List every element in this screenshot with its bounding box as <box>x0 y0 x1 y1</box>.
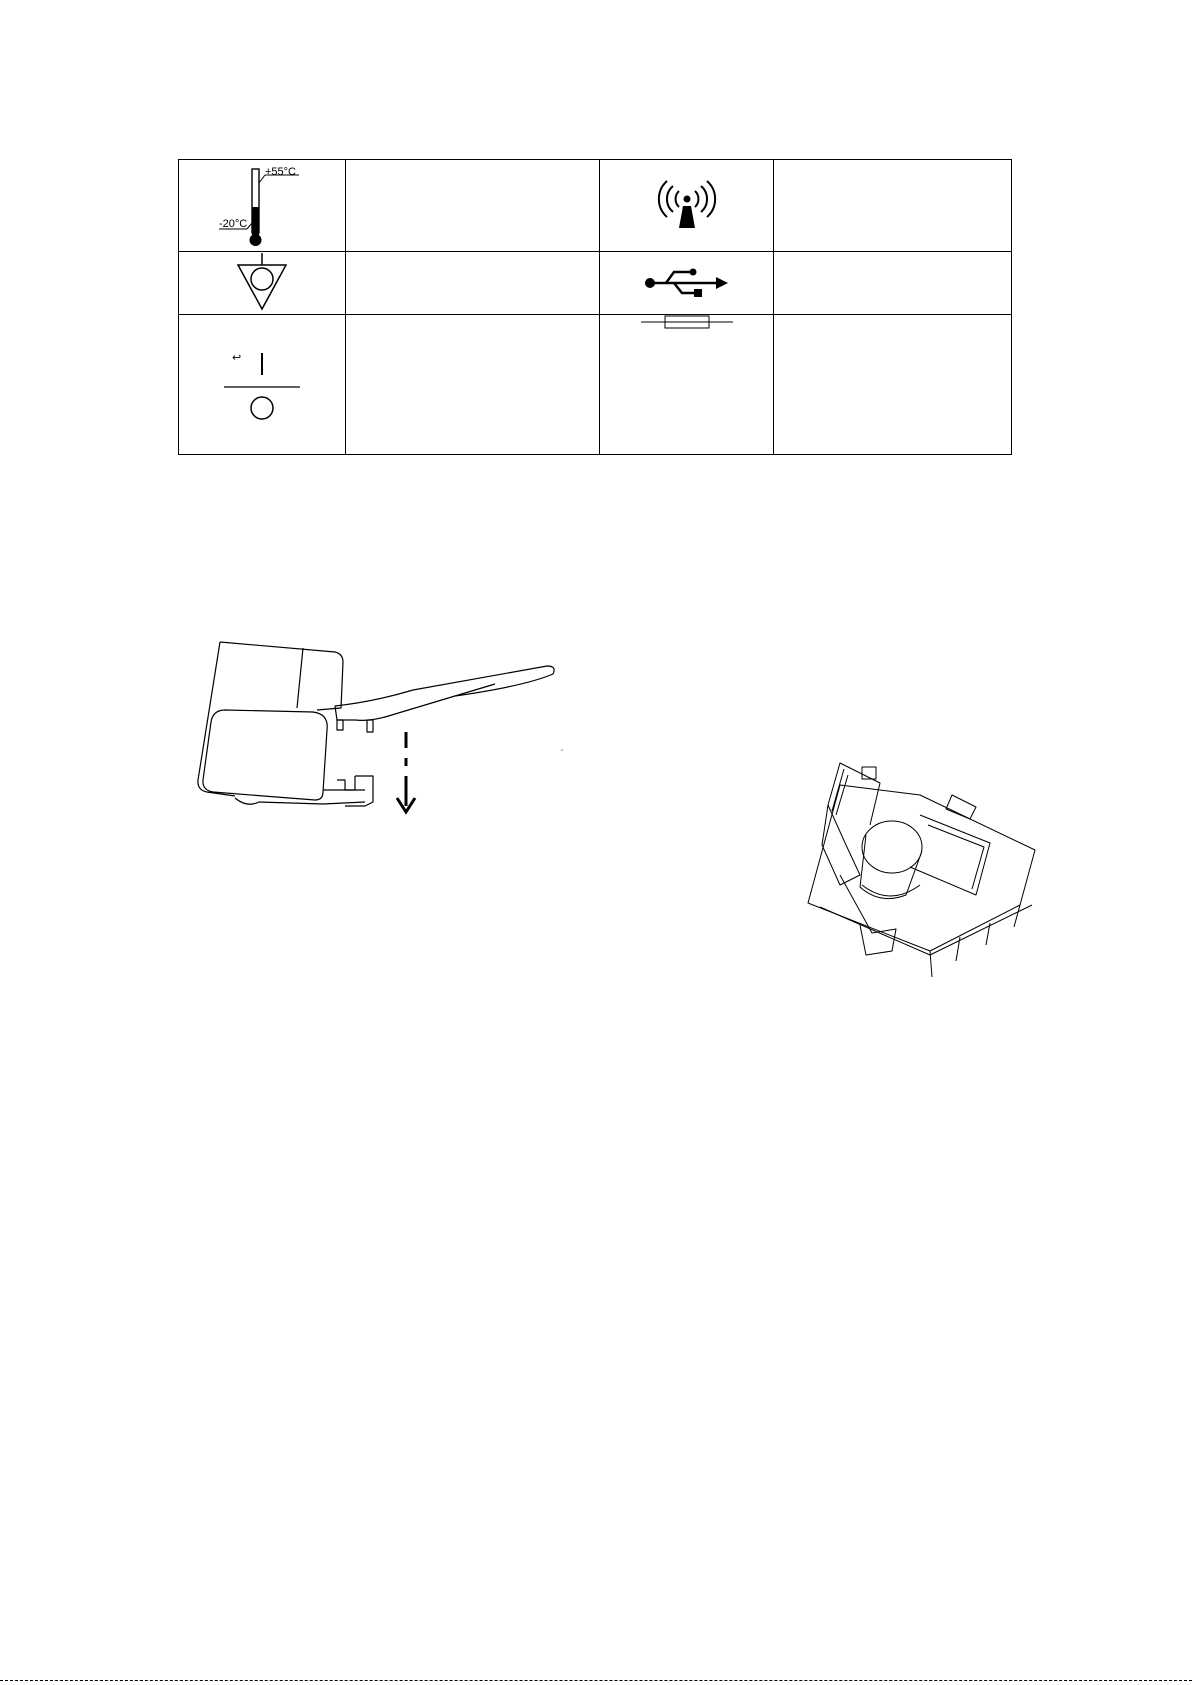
symbol-description <box>346 315 600 455</box>
symbol-cell <box>179 160 346 252</box>
symbol-description <box>346 252 600 315</box>
symbol-cell <box>179 252 346 315</box>
symbol-cell <box>600 160 774 252</box>
symbol-cell <box>600 315 774 455</box>
fuse-icon <box>637 315 737 333</box>
temperature-limit-icon <box>207 163 317 249</box>
table-row <box>179 315 1012 455</box>
temperature-min-label: -20°C <box>219 217 248 230</box>
table-row <box>179 160 1012 252</box>
symbol-cell <box>600 252 774 315</box>
non-ionizing-radiation-icon <box>652 176 722 236</box>
usb-icon <box>642 265 732 301</box>
paper-tray-attach-illustration <box>195 630 570 835</box>
svg-text:↩: ↩ <box>232 351 242 364</box>
symbol-description <box>774 160 1012 252</box>
symbol-cell <box>179 315 346 455</box>
power-on-off-icon <box>222 335 302 435</box>
symbol-description <box>774 252 1012 315</box>
symbol-description <box>774 315 1012 455</box>
symbol-description <box>346 160 600 252</box>
table-row <box>179 252 1012 315</box>
page-bottom-rule <box>0 1680 1192 1681</box>
temperature-max-label: +55°C <box>265 165 297 178</box>
symbols-table <box>178 159 1012 455</box>
equipotential-icon <box>232 253 292 313</box>
open-printer-illustration <box>800 755 1050 985</box>
